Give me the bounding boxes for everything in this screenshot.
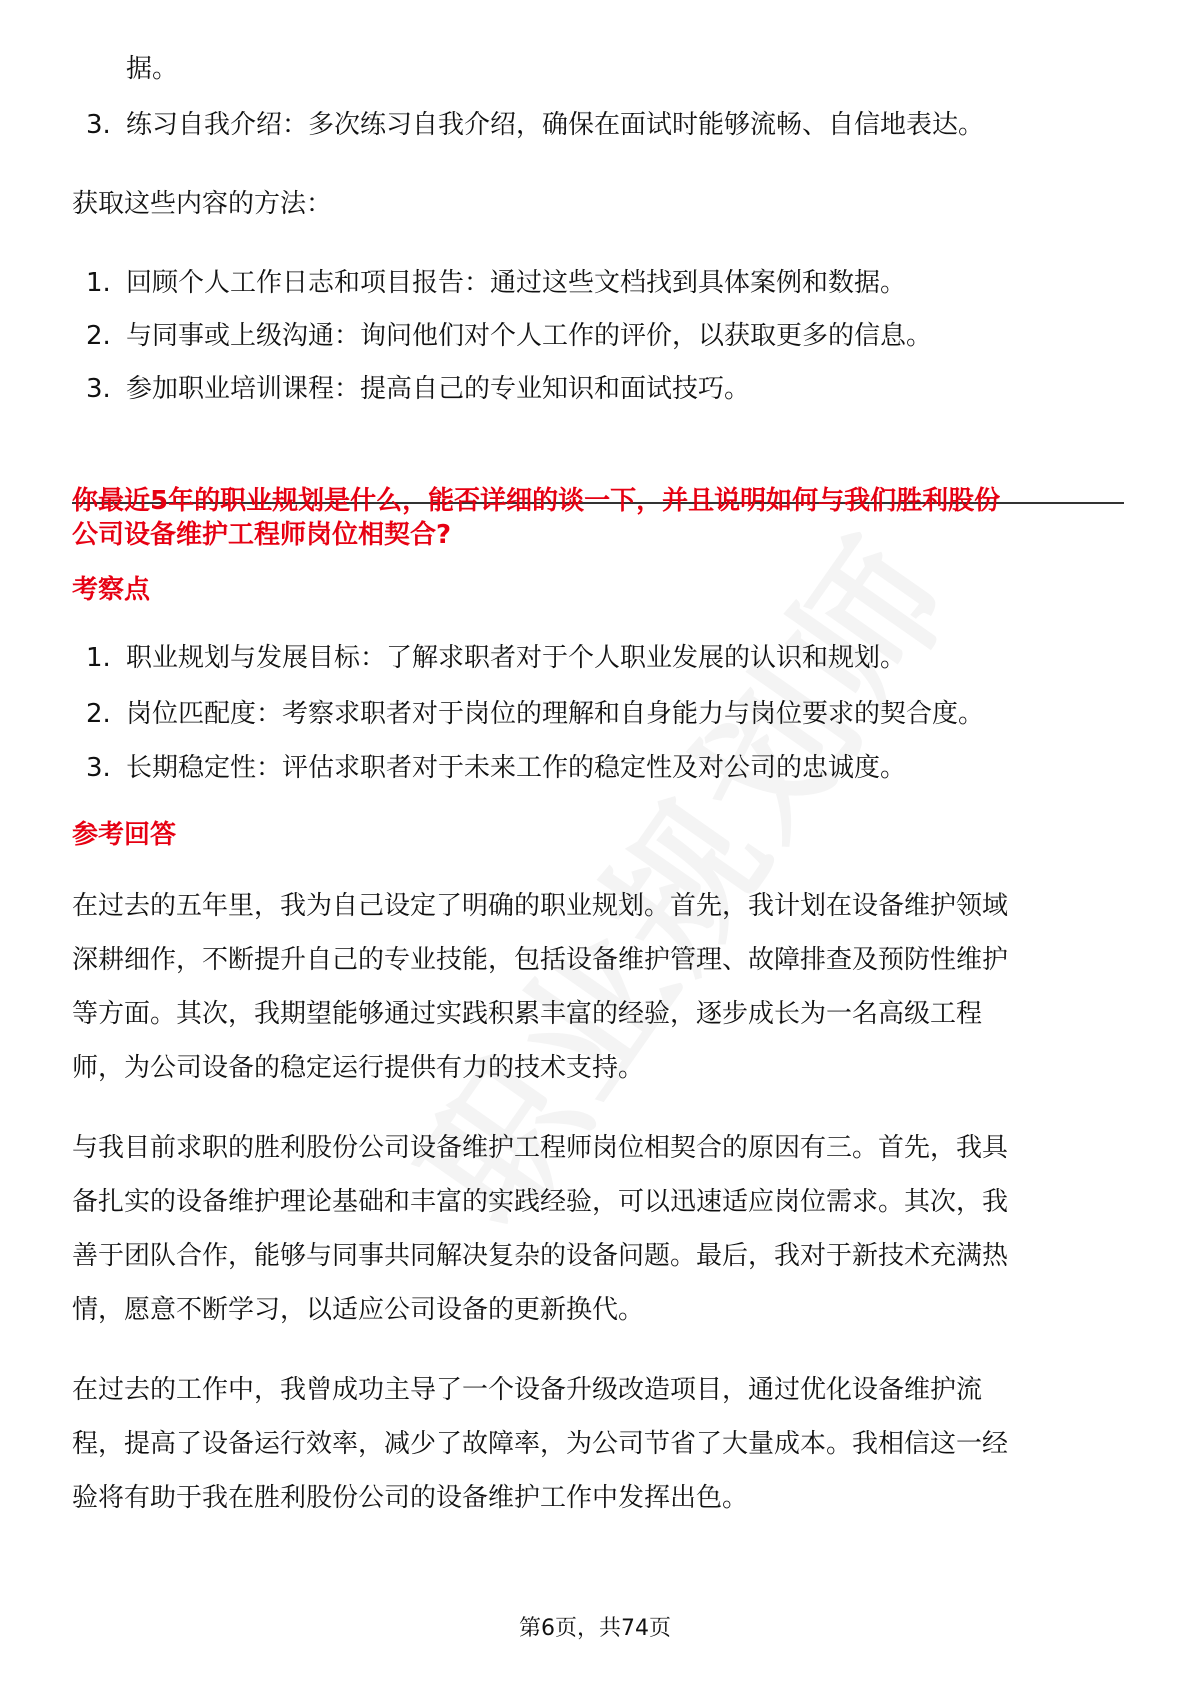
list-number: 3.	[86, 110, 111, 140]
question-title-line2: 公司设备维护工程师岗位相契合?	[72, 520, 452, 550]
list-text: 职业规划与发展目标：了解求职者对于个人职业发展的认识和规划。	[126, 643, 907, 673]
list-item	[86, 751, 906, 785]
list-text: 与同事或上级沟通：询问他们对个人工作的评价，以获取更多的信息。	[126, 321, 933, 351]
list-text: 长期稳定性：评估求职者对于未来工作的稳定性及对公司的忠诚度。	[126, 753, 907, 783]
list-item	[86, 372, 750, 406]
list-item	[86, 697, 984, 731]
paragraph-line: 程，提高了设备运行效率，减少了故障率，为公司节省了大量成本。我相信这一经	[72, 1429, 1009, 1459]
list-item	[86, 108, 984, 142]
list-item	[86, 266, 906, 300]
paragraph-line: 在过去的五年里，我为自己设定了明确的职业规划。首先，我计划在设备维护领域	[72, 891, 1009, 921]
paragraph-line: 师，为公司设备的稳定运行提供有力的技术支持。	[72, 1053, 645, 1083]
question-title-line1: 你最近5年的职业规划是什么，能否详细的谈一下，并且说明如何与我们胜利股份	[72, 486, 1001, 516]
paragraph-line: 与我目前求职的胜利股份公司设备维护工程师岗位相契合的原因有三。首先，我具	[72, 1133, 1009, 1163]
list-item	[86, 319, 932, 353]
list-number: 1.	[86, 643, 111, 673]
paragraph-line: 情，愿意不断学习，以适应公司设备的更新换代。	[72, 1295, 645, 1325]
continuation-tail: 据。	[126, 54, 179, 84]
paragraph-line: 备扎实的设备维护理论基础和丰富的实践经验，可以迅速适应岗位需求。其次，我	[72, 1187, 1009, 1217]
list-number: 3.	[86, 374, 111, 404]
paragraph-line: 善于团队合作，能够与同事共同解决复杂的设备问题。最后，我对于新技术充满热	[72, 1241, 1009, 1271]
points-heading: 考察点	[72, 575, 151, 605]
paragraph-line: 等方面。其次，我期望能够通过实践积累丰富的经验，逐步成长为一名高级工程	[72, 999, 983, 1029]
paragraph-line: 在过去的工作中，我曾成功主导了一个设备升级改造项目，通过优化设备维护流	[72, 1375, 983, 1405]
list-text: 练习自我介绍：多次练习自我介绍，确保在面试时能够流畅、自信地表达。	[126, 110, 985, 140]
answer-heading: 参考回答	[72, 820, 177, 850]
list-number: 2.	[86, 321, 111, 351]
paragraph-line: 验将有助于我在胜利股份公司的设备维护工作中发挥出色。	[72, 1483, 749, 1513]
list-text: 岗位匹配度：考察求职者对于岗位的理解和自身能力与岗位要求的契合度。	[126, 699, 985, 729]
list-text: 参加职业培训课程：提高自己的专业知识和面试技巧。	[126, 374, 751, 404]
list-number: 2.	[86, 699, 111, 729]
list-number: 3.	[86, 753, 111, 783]
list-item	[86, 641, 906, 675]
paragraph-line: 深耕细作，不断提升自己的专业技能，包括设备维护管理、故障排查及预防性维护	[72, 945, 1009, 975]
watermark	[363, 397, 1056, 1258]
list-number: 1.	[86, 268, 111, 298]
page-number: 第6页，共74页	[519, 1616, 671, 1641]
list-text: 回顾个人工作日志和项目报告：通过这些文档找到具体案例和数据。	[126, 268, 907, 298]
methods-heading: 获取这些内容的方法：	[72, 189, 333, 219]
